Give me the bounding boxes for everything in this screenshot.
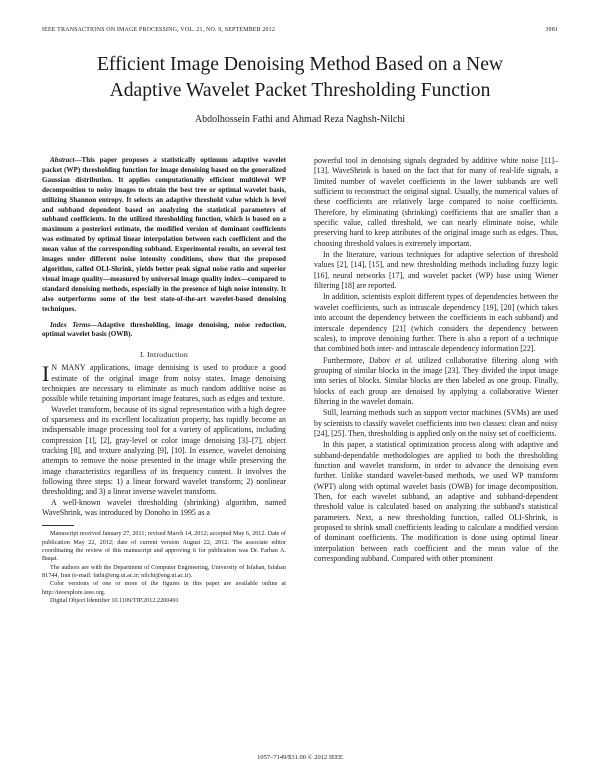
footnote-doi: Digital Object Identifier 10.1109/TIP.2012.2200491 <box>50 596 179 604</box>
title-line-2: Adaptive Wavelet Packet Thresholding Function <box>109 80 491 101</box>
p4-after: utilized collaborative filtering along with grouping of similar blocks in the image [23]. They divided the input image into series of blocks. Similar blocks are then labeled as one group. Finally, blocks of each group are denoised by applying a collaborative Wiener filtering in the wavelet domain. <box>314 355 558 406</box>
section-heading-introduction: I. Introduction <box>139 350 189 360</box>
footnote-color: Color versions of one or more of the figures in this paper are available online at http://ieeexplore.ieee.org. <box>42 580 286 596</box>
index-terms: Index Terms—Adaptive thresholding, image denoising, noise reduction, optimal wavelet basis (OWB). <box>42 320 286 339</box>
abstract-text: This paper proposes a statistically optimum adaptive wavelet packet (WP) thresholding function for image denoising based on the generalized Gaussian distribution. It applies computationally efficient multilevel WP decomposition to noisy images to obtain the best tree or optimal wavelet basis, utilizing Shannon entropy. It selects an adaptive threshold value which is level and subband dependent based on analyzing the statistical parameters of subband coefficients. In the utilized thresholding function, which is based on a maximum a posteriori estimate, the modified version of dominant coefficients was estimated by optimal linear interpolation between each coefficient and the mean value of the corresponding subband. Experimental results, on several test images under different noise intensity conditions, show that the proposed algorithm, called OLI-Shrink, yields better peak signal noise ratio and superior visual image quality—measured by universal image quality index—compared to standard denoising methods, especially in the presence of high noise intensity. It also outperforms some of the best state-of-the-art wavelet-based denoising techniques. <box>42 156 286 313</box>
right-paragraph-6: In this paper, a statistical optimization process along with adaptive and subband-dependable methodologies are applied to both the thresholding function and wavelet transform, in order to advance the denoising even further. Unlike standard wavelet-based methods, we used WP transform (WPT) along with optimal wavelet basis (OWB) for image decomposition. Then, for each wavelet subband, an adaptive and subband-dependent threshold value is calculated based on analyzing the subband's statistical parameters. Next, a new thresholding function, called OLI-Shrink, is proposed to shrink small coefficients leading to calculate a modified version of dominant coefficients. The modification is done using optimal linear interpolation between each coefficient and the mean value of the corresponding subband. Compared with other prominent <box>314 440 558 564</box>
page-number: 3981 <box>545 27 558 33</box>
running-header <box>42 27 558 37</box>
footnote-divider <box>42 525 74 526</box>
footnote-authors: The authors are with the Department of Computer Engineering, University of Isfahan, Isfahan 81744, Iran (e-mail: fathi@eng.ui.ac.ir; nilchi@eng.ui.ac.ir). <box>42 563 286 579</box>
authors: Abdolhossein Fathi and Ahmad Reza Naghsh-Nilchi <box>194 114 406 125</box>
title-line-1: Efficient Image Denoising Method Based on a New <box>96 54 504 75</box>
intro-paragraph-3: A well-known wavelet thresholding (shrinking) algorithm, named WaveShrink, was introduced by Donoho in 1995 as a <box>42 497 286 518</box>
copyright-line: 1057–7149/$31.00 © 2012 IEEE <box>257 754 343 761</box>
footnote-manuscript: Manuscript received January 27, 2011; revised March 14, 2012; accepted May 6, 2012. Date of publication May 22, 2012; date of current version August 22, 2012. The associate editor coordinating the review of this manuscript and approving it for publication was Dr. Farhan A. Baqai. <box>42 530 286 563</box>
right-paragraph-1: powerful tool in denoising signals degraded by additive white noise [11]–[13]. WaveShrink is based on the fact that for many of real-life signals, a limited number of wavelet coefficients in the lower subbands are well sufficient to reconstruct the original signal. Usually, the numerical values of these coefficients are relatively large compared to noise coefficients. Therefore, by eliminating (shrinking) coefficients that are smaller than a specific value, called threshold, we can nearly eliminate noise, while preserving hard to keep attributes of the original image such as edges. Thus, choosing threshold values is extremely important. <box>314 156 558 248</box>
paper-title <box>30 52 570 104</box>
right-paragraph-4 <box>314 356 558 408</box>
right-paragraph-2: In the literature, various techniques for adaptive selection of threshold values [2], [14], [15], and new thresholding methods including fuzzy logic [16], neural networks [17], and wavelet packet (WP) base using Wiener filtering [18] are reported. <box>314 250 558 291</box>
abstract-label: Abstract <box>50 156 75 164</box>
intro-paragraph-1 <box>42 363 286 404</box>
left-column <box>42 156 286 605</box>
intro-p1-text: applications, image denoising is used to produce a good estimate of the original image from noisy states. Image denoising techniques are necessary to eliminate as much random additive noise as possible while retaining important image features, such as edges and texture. <box>42 363 286 404</box>
right-paragraph-5: Still, learning methods such as support vector machines (SVMs) are used by scientists to classify wavelet coefficients into two classes: clean and noisy [24], [25]. Then, thresholding is applied only on the noisy set of coefficients. <box>314 408 558 438</box>
index-terms-label: Index Terms <box>50 320 91 329</box>
index-terms-text: Adaptive thresholding, image denoising, noise reduction, optimal wavelet basis (OWB). <box>42 320 286 339</box>
p4-et-al: et al. <box>394 355 414 365</box>
intro-first-words: N MANY <box>51 363 86 373</box>
p4-before: Furthermore, Dabov <box>323 355 395 365</box>
abstract: Abstract—This paper proposes a statistically optimum adaptive wavelet packet (WP) thresholding function for image denoising based on the generalized Gaussian distribution. It applies computationally efficient multilevel WP decomposition to noisy images to obtain the best tree or optimal wavelet basis, utilizing Shannon entropy. It selects an adaptive threshold value which is level and subband dependent based on analyzing the statistical parameters of subband coefficients. In the utilized thresholding function, which is based on a maximum a posteriori estimate, the modified version of dominant coefficients was estimated by optimal linear interpolation between each coefficient and the mean value of the corresponding subband. Experimental results, on several test images under different noise intensity conditions, show that the proposed algorithm, called OLI-Shrink, yields better peak signal noise ratio and superior visual image quality—measured by universal image quality index—compared to standard denoising methods, especially in the presence of high noise intensity. It also outperforms some of the best state-of-the-art wavelet-based denoising techniques. <box>42 156 286 313</box>
journal-name: IEEE TRANSACTIONS ON IMAGE PROCESSING, VOL. 21, NO. 9, SEPTEMBER 2012 <box>42 27 275 33</box>
right-column <box>314 156 558 564</box>
intro-paragraph-2: Wavelet transform, because of its signal representation with a high degree of sparseness and its excellent localization property, has rapidly become an indispensable image processing tool for a variety of applications, including compression [1], [2], gray-level or color image denoising [3]–[7], object tracking [8], and texture analyzing [9], [10]. In essence, wavelet denoising attempts to remove the noise presented in the image while preserving the image characteristics regardless of its frequency content. It involves the following three steps: 1) a linear forward wavelet transform; 2) nonlinear thresholding; and 3) a linear inverse wavelet transform. <box>42 404 286 497</box>
right-paragraph-3: In addition, scientists exploit different types of dependencies between the wavelet coefficients, such as intrascale dependency [19], [20] (which takes into account the dependency between the coefficients in each subband) and interscale dependency [21] (which considers the dependency between scales), to improve denoising further. There is also a report of a technique that combined both inter- and intrascale dependency information [22]. <box>314 292 558 354</box>
drop-cap: I <box>42 361 50 387</box>
